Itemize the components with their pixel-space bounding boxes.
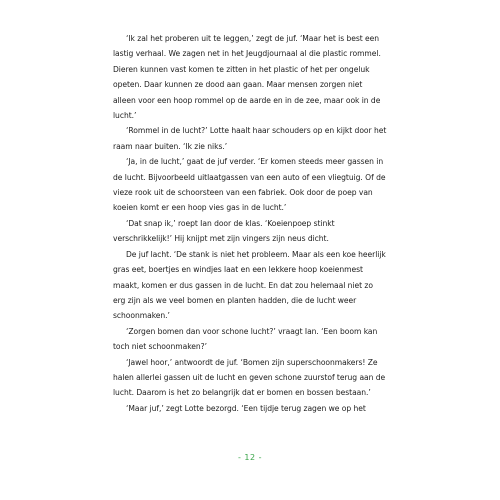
paragraph: ‘Ja, in de lucht,’ gaat de juf verder. ‘Er komen steeds meer gassen in de lucht. Bijvoorbeeld uitlaatgassen van een auto of een vliegtuig. Of de vieze rook uit de schoorsteen van een fabriek. Ook door de poep van koeien komt er een hoop vies gas in de lucht.’ — [113, 157, 386, 213]
body-text — [113, 31, 387, 416]
paragraph: De juf lacht. ‘De stank is niet het probleem. Maar als een koe heerlijk gras eet, boertjes en windjes laat en een lekkere hoop koeienmest maakt, komen er dus gassen in de lucht. En dat zou helemaal niet zo erg zijn als we veel bomen en planten hadden, die de lucht weer schoonmaken.’ — [113, 249, 386, 321]
page-number: - 12 - — [237, 453, 263, 462]
paragraph: ‘Rommel in de lucht?’ Lotte haalt haar schouders op en kijkt door het raam naar buiten. ‘Ik zie niks.’ — [113, 126, 387, 151]
paragraph: ‘Jawel hoor,’ antwoordt de juf. ‘Bomen zijn superschoonmakers! Ze halen allerlei gassen uit de lucht en geven schone zuurstof terug aan de lucht. Daarom is het zo belangrijk dat er bomen en bossen bestaan.’ — [113, 357, 386, 398]
paragraph: ‘Dat snap ik,’ roept Ian door de klas. ‘Koeienpoep stinkt verschrikkelijk!’ Hij knijpt met zijn vingers zijn neus dicht. — [113, 218, 335, 244]
paragraph: ‘Zorgen bomen dan voor schone lucht?’ vraagt Ian. ‘Een boom kan toch niet schoonmaken?’ — [113, 326, 378, 352]
paragraph: ‘Ik zal het proberen uit te leggen,’ zegt de juf. ‘Maar het is best een lastig verhaal. We zagen net in het Jeugdjournaal al die plastic rommel. Dieren kunnen vast komen te zitten in het plastic of het per ongeluk opeten. Daar kunnen ze dood aan gaan. Maar mensen zorgen niet alleen voor een hoop rommel op de aarde en in de zee, maar ook in de lucht.’ — [113, 34, 381, 121]
paragraph: ‘Maar juf,’ zegt Lotte bezorgd. ‘Een tijdje terug zagen we op het — [126, 403, 366, 413]
